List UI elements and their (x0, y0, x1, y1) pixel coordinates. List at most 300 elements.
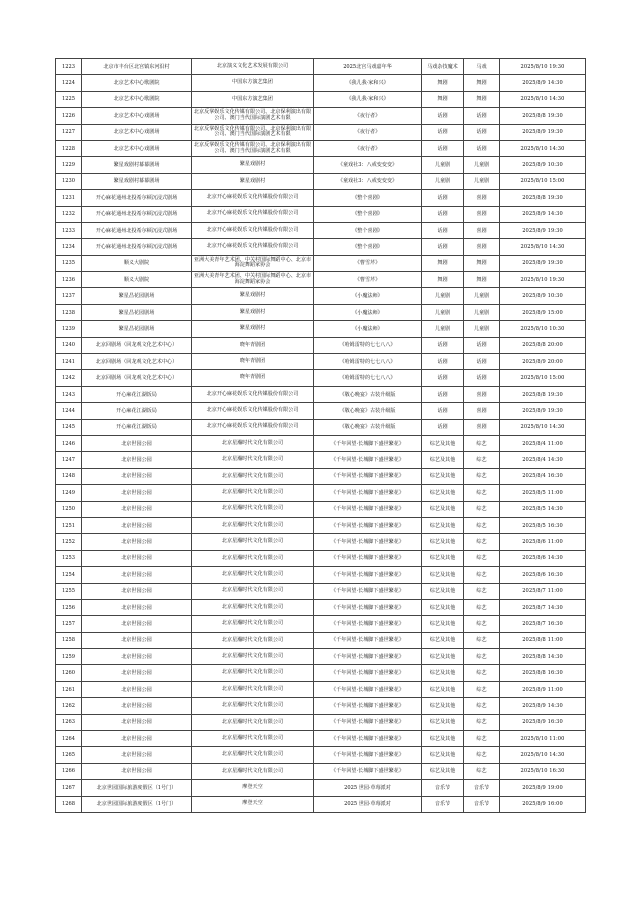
subcategory-cell: 音乐节 (464, 796, 500, 812)
show-name-cell: 《千年回望·长城脚下盛世繁花》 (314, 747, 422, 763)
row-number: 1241 (56, 354, 82, 370)
show-name-cell: 《童戏社3：八戒变变变》 (314, 173, 422, 189)
venue-cell: 北京世园公园 (82, 731, 192, 747)
document-page (55, 58, 585, 813)
organizer-cell: 北京开心麻花娱乐文化传媒股份有限公司 (192, 239, 314, 255)
table-row (56, 435, 586, 451)
category-cell: 综艺及其他 (422, 714, 464, 730)
category-cell: 话剧 (422, 108, 464, 124)
organizer-cell: 北京开心麻花娱乐文化传媒股份有限公司 (192, 190, 314, 206)
venue-cell: 北京世园公园 (82, 599, 192, 615)
row-number: 1245 (56, 419, 82, 435)
subcategory-cell: 话剧 (464, 337, 500, 353)
table-row (56, 632, 586, 648)
organizer-cell: 亚洲大美青年艺术团、中关村国际舞蹈中心、北京市海淀舞蹈家协会 (192, 255, 314, 271)
organizer-cell: 北京星瀚时代文化有限公司 (192, 501, 314, 517)
organizer-cell: 繁星戏剧村 (192, 321, 314, 337)
category-cell: 话剧 (422, 354, 464, 370)
subcategory-cell: 综艺 (464, 616, 500, 632)
subcategory-cell: 儿童剧 (464, 304, 500, 320)
show-name-cell: 《哈姆雷特的七七八八》 (314, 337, 422, 353)
show-name-cell: 《千年回望·长城脚下盛世繁花》 (314, 649, 422, 665)
show-name-cell: 《夜行者》 (314, 124, 422, 140)
venue-cell: 北京世园公园 (82, 747, 192, 763)
category-cell: 综艺及其他 (422, 665, 464, 681)
table-row (56, 403, 586, 419)
organizer-cell: 北京星瀚时代文化有限公司 (192, 747, 314, 763)
show-name-cell: 《整个喜剧》 (314, 206, 422, 222)
table-row (56, 747, 586, 763)
showtime-cell: 2025/8/6 14:30 (500, 550, 586, 566)
organizer-cell: 北京星瀚时代文化有限公司 (192, 517, 314, 533)
subcategory-cell: 综艺 (464, 550, 500, 566)
row-number: 1238 (56, 304, 82, 320)
showtime-cell: 2025/8/9 19:30 (500, 403, 586, 419)
venue-cell: 北京艺术中心戏剧场 (82, 140, 192, 156)
organizer-cell: 北京演义文化艺术发展有限公司 (192, 59, 314, 75)
row-number: 1253 (56, 550, 82, 566)
subcategory-cell: 综艺 (464, 763, 500, 779)
category-cell: 舞剧 (422, 272, 464, 288)
subcategory-cell: 儿童剧 (464, 157, 500, 173)
organizer-cell: 北京星瀚时代文化有限公司 (192, 665, 314, 681)
table-row (56, 468, 586, 484)
category-cell: 综艺及其他 (422, 599, 464, 615)
organizer-cell: 中国东方演艺集团 (192, 91, 314, 107)
venue-cell: 顺义大剧院 (82, 272, 192, 288)
show-name-cell: 《千年回望·长城脚下盛世繁花》 (314, 501, 422, 517)
row-number: 1260 (56, 665, 82, 681)
venue-cell: 繁星昌花园剧场 (82, 304, 192, 320)
organizer-cell: 北京星瀚时代文化有限公司 (192, 468, 314, 484)
venue-cell: 北京世园公园 (82, 763, 192, 779)
subcategory-cell: 话剧 (464, 108, 500, 124)
showtime-cell: 2025/8/10 15:00 (500, 370, 586, 386)
table-row (56, 157, 586, 173)
category-cell: 舞剧 (422, 75, 464, 91)
organizer-cell: 北京星瀚时代文化有限公司 (192, 452, 314, 468)
showtime-cell: 2025/8/9 15:00 (500, 304, 586, 320)
organizer-cell: 北京星瀚时代文化有限公司 (192, 550, 314, 566)
show-name-cell: 《千年回望·长城脚下盛世繁花》 (314, 632, 422, 648)
venue-cell: 北京回剧场（回龙观文化艺术中心） (82, 337, 192, 353)
show-name-cell: 《曹雪芹》 (314, 255, 422, 271)
venue-cell: 开心麻花通州北投希尔顿沉浸式剧场 (82, 190, 192, 206)
category-cell: 音乐节 (422, 780, 464, 796)
row-number: 1232 (56, 206, 82, 222)
showtime-cell: 2025/8/10 15:00 (500, 173, 586, 189)
showtime-cell: 2025/8/9 14:30 (500, 698, 586, 714)
show-name-cell: 《小魔法师》 (314, 304, 422, 320)
table-row (56, 337, 586, 353)
show-name-cell: 《夜行者》 (314, 140, 422, 156)
subcategory-cell: 喜剧 (464, 419, 500, 435)
row-number: 1228 (56, 140, 82, 156)
row-number: 1237 (56, 288, 82, 304)
venue-cell: 繁星昌花园剧场 (82, 288, 192, 304)
subcategory-cell: 话剧 (464, 354, 500, 370)
subcategory-cell: 综艺 (464, 452, 500, 468)
showtime-cell: 2025/8/10 14:30 (500, 91, 586, 107)
category-cell: 话剧 (422, 222, 464, 238)
organizer-cell: 北京星瀚时代文化有限公司 (192, 763, 314, 779)
venue-cell: 北京世园公园 (82, 649, 192, 665)
subcategory-cell: 喜剧 (464, 239, 500, 255)
showtime-cell: 2025/8/9 19:00 (500, 780, 586, 796)
category-cell: 话剧 (422, 124, 464, 140)
show-name-cell: 《我儿我·家和兴》 (314, 75, 422, 91)
showtime-cell: 2025/8/9 10:30 (500, 157, 586, 173)
table-row (56, 567, 586, 583)
subcategory-cell: 儿童剧 (464, 173, 500, 189)
table-row (56, 124, 586, 140)
table-row (56, 649, 586, 665)
table-body (56, 59, 586, 813)
show-name-cell: 《千年回望·长城脚下盛世繁花》 (314, 599, 422, 615)
row-number: 1242 (56, 370, 82, 386)
category-cell: 儿童剧 (422, 288, 464, 304)
category-cell: 舞剧 (422, 91, 464, 107)
table-row (56, 140, 586, 156)
row-number: 1236 (56, 272, 82, 288)
subcategory-cell: 综艺 (464, 665, 500, 681)
subcategory-cell: 综艺 (464, 714, 500, 730)
show-name-cell: 《整个喜剧》 (314, 239, 422, 255)
organizer-cell: 晓年青剧团 (192, 337, 314, 353)
organizer-cell: 北京星瀚时代文化有限公司 (192, 714, 314, 730)
row-number: 1225 (56, 91, 82, 107)
table-row (56, 304, 586, 320)
table-row (56, 59, 586, 75)
subcategory-cell: 喜剧 (464, 222, 500, 238)
subcategory-cell: 喜剧 (464, 386, 500, 402)
venue-cell: 北京世园公园 (82, 567, 192, 583)
show-name-cell: 《千年回望·长城脚下盛世繁花》 (314, 452, 422, 468)
row-number: 1227 (56, 124, 82, 140)
row-number: 1256 (56, 599, 82, 615)
table-row (56, 550, 586, 566)
showtime-cell: 2025/8/9 14:30 (500, 206, 586, 222)
showtime-cell: 2025/8/5 14:30 (500, 501, 586, 517)
showtime-cell: 2025/8/7 11:00 (500, 583, 586, 599)
venue-cell: 北京世园国际旅游度假区（1号门） (82, 780, 192, 796)
table-row (56, 501, 586, 517)
table-row (56, 485, 586, 501)
subcategory-cell: 舞剧 (464, 75, 500, 91)
organizer-cell: 北京开心麻花娱乐文化传媒股份有限公司 (192, 419, 314, 435)
row-number: 1267 (56, 780, 82, 796)
organizer-cell: 北京星瀚时代文化有限公司 (192, 649, 314, 665)
row-number: 1240 (56, 337, 82, 353)
table-row (56, 190, 586, 206)
table-row (56, 239, 586, 255)
subcategory-cell: 喜剧 (464, 206, 500, 222)
showtime-cell: 2025/8/10 14:30 (500, 747, 586, 763)
show-name-cell: 《千年回望·长城脚下盛世繁花》 (314, 468, 422, 484)
row-number: 1244 (56, 403, 82, 419)
showtime-cell: 2025/8/9 11:00 (500, 681, 586, 697)
table-row (56, 665, 586, 681)
showtime-cell: 2025/8/9 10:30 (500, 288, 586, 304)
show-name-cell: 《千年回望·长城脚下盛世繁花》 (314, 681, 422, 697)
showtime-cell: 2025/8/8 19:30 (500, 190, 586, 206)
show-name-cell: 《千年回望·长城脚下盛世繁花》 (314, 534, 422, 550)
venue-cell: 北京世园公园 (82, 501, 192, 517)
show-name-cell: 2025 世园·草莓派对 (314, 796, 422, 812)
showtime-cell: 2025/8/9 16:30 (500, 714, 586, 730)
row-number: 1255 (56, 583, 82, 599)
showtime-cell: 2025/8/9 16:00 (500, 796, 586, 812)
subcategory-cell: 话剧 (464, 140, 500, 156)
category-cell: 话剧 (422, 337, 464, 353)
showtime-cell: 2025/8/6 16:30 (500, 567, 586, 583)
category-cell: 儿童剧 (422, 173, 464, 189)
subcategory-cell: 话剧 (464, 370, 500, 386)
table-row (56, 75, 586, 91)
show-name-cell: 2025北宫马戏嘉年华 (314, 59, 422, 75)
show-name-cell: 《千年回望·长城脚下盛世繁花》 (314, 435, 422, 451)
category-cell: 音乐节 (422, 796, 464, 812)
table-row (56, 763, 586, 779)
row-number: 1224 (56, 75, 82, 91)
organizer-cell: 北京开心麻花娱乐文化传媒股份有限公司 (192, 403, 314, 419)
organizer-cell: 北京星瀚时代文化有限公司 (192, 567, 314, 583)
row-number: 1262 (56, 698, 82, 714)
row-number: 1261 (56, 681, 82, 697)
row-number: 1250 (56, 501, 82, 517)
row-number: 1265 (56, 747, 82, 763)
organizer-cell: 北京星瀚时代文化有限公司 (192, 599, 314, 615)
show-name-cell: 《夜行者》 (314, 108, 422, 124)
show-name-cell: 《千年回望·长城脚下盛世繁花》 (314, 517, 422, 533)
category-cell: 话剧 (422, 190, 464, 206)
venue-cell: 开心麻花江湖饭局 (82, 419, 192, 435)
show-name-cell: 《千年回望·长城脚下盛世繁花》 (314, 485, 422, 501)
category-cell: 马戏杂技魔术 (422, 59, 464, 75)
row-number: 1258 (56, 632, 82, 648)
category-cell: 综艺及其他 (422, 747, 464, 763)
organizer-cell: 北京开心麻花娱乐文化传媒股份有限公司 (192, 206, 314, 222)
subcategory-cell: 喜剧 (464, 190, 500, 206)
category-cell: 话剧 (422, 419, 464, 435)
subcategory-cell: 综艺 (464, 517, 500, 533)
organizer-cell: 繁星戏剧村 (192, 288, 314, 304)
subcategory-cell: 话剧 (464, 124, 500, 140)
subcategory-cell: 综艺 (464, 731, 500, 747)
category-cell: 话剧 (422, 206, 464, 222)
showtime-cell: 2025/8/10 19:30 (500, 59, 586, 75)
showtime-cell: 2025/8/6 11:00 (500, 534, 586, 550)
show-name-cell: 《敬心晚宴》古装升级版 (314, 403, 422, 419)
row-number: 1268 (56, 796, 82, 812)
category-cell: 综艺及其他 (422, 550, 464, 566)
subcategory-cell: 综艺 (464, 681, 500, 697)
category-cell: 综艺及其他 (422, 583, 464, 599)
subcategory-cell: 综艺 (464, 435, 500, 451)
category-cell: 综艺及其他 (422, 616, 464, 632)
category-cell: 综艺及其他 (422, 468, 464, 484)
venue-cell: 繁星昌花园剧场 (82, 321, 192, 337)
showtime-cell: 2025/8/8 16:30 (500, 665, 586, 681)
table-row (56, 517, 586, 533)
table-row (56, 321, 586, 337)
category-cell: 综艺及其他 (422, 501, 464, 517)
table-row (56, 698, 586, 714)
subcategory-cell: 马戏 (464, 59, 500, 75)
showtime-cell: 2025/8/10 14:30 (500, 419, 586, 435)
showtime-cell: 2025/8/8 20:00 (500, 337, 586, 353)
category-cell: 综艺及其他 (422, 632, 464, 648)
table-row (56, 370, 586, 386)
subcategory-cell: 综艺 (464, 632, 500, 648)
category-cell: 综艺及其他 (422, 435, 464, 451)
subcategory-cell: 喜剧 (464, 403, 500, 419)
category-cell: 综艺及其他 (422, 649, 464, 665)
showtime-cell: 2025/8/8 19:30 (500, 108, 586, 124)
organizer-cell: 晓年青剧团 (192, 370, 314, 386)
organizer-cell: 北京星瀚时代文化有限公司 (192, 632, 314, 648)
category-cell: 综艺及其他 (422, 763, 464, 779)
showtime-cell: 2025/8/10 19:30 (500, 272, 586, 288)
category-cell: 话剧 (422, 370, 464, 386)
venue-cell: 北京世园公园 (82, 698, 192, 714)
showtime-cell: 2025/8/8 19:30 (500, 386, 586, 402)
venue-cell: 开心麻花江湖饭局 (82, 386, 192, 402)
show-name-cell: 《千年回望·长城脚下盛世繁花》 (314, 714, 422, 730)
show-name-cell: 《千年回望·长城脚下盛世繁花》 (314, 583, 422, 599)
row-number: 1246 (56, 435, 82, 451)
row-number: 1263 (56, 714, 82, 730)
venue-cell: 繁星戏剧村幕幕剧场 (82, 173, 192, 189)
row-number: 1233 (56, 222, 82, 238)
table-row (56, 386, 586, 402)
subcategory-cell: 综艺 (464, 698, 500, 714)
table-row (56, 206, 586, 222)
subcategory-cell: 音乐节 (464, 780, 500, 796)
table-row (56, 222, 586, 238)
venue-cell: 北京世园公园 (82, 534, 192, 550)
subcategory-cell: 综艺 (464, 485, 500, 501)
showtime-cell: 2025/8/4 14:30 (500, 452, 586, 468)
venue-cell: 北京艺术中心歌剧院 (82, 91, 192, 107)
organizer-cell: 北京反掌娱乐文化传媒有限公司、北京保利演出有限公司、澳门当代国际演剧艺术有限 (192, 124, 314, 140)
venue-cell: 北京世园公园 (82, 468, 192, 484)
organizer-cell: 北京反掌娱乐文化传媒有限公司、北京保利演出有限公司、澳门当代国际演剧艺术有限 (192, 140, 314, 156)
showtime-cell: 2025/8/10 14:30 (500, 239, 586, 255)
venue-cell: 北京世园公园 (82, 714, 192, 730)
category-cell: 儿童剧 (422, 304, 464, 320)
row-number: 1259 (56, 649, 82, 665)
venue-cell: 北京世园公园 (82, 681, 192, 697)
venue-cell: 北京回剧场（回龙观文化艺术中心） (82, 370, 192, 386)
row-number: 1243 (56, 386, 82, 402)
row-number: 1223 (56, 59, 82, 75)
show-name-cell: 《哈姆雷特的七七八八》 (314, 354, 422, 370)
show-name-cell: 《敬心晚宴》古装升级版 (314, 386, 422, 402)
show-name-cell: 《我儿我·家和兴》 (314, 91, 422, 107)
row-number: 1247 (56, 452, 82, 468)
venue-cell: 北京世园公园 (82, 452, 192, 468)
showtime-cell: 2025/8/4 16:30 (500, 468, 586, 484)
table-row (56, 534, 586, 550)
category-cell: 综艺及其他 (422, 452, 464, 468)
category-cell: 综艺及其他 (422, 517, 464, 533)
show-name-cell: 2025 世园·草莓派对 (314, 780, 422, 796)
showtime-cell: 2025/8/10 14:30 (500, 140, 586, 156)
organizer-cell: 繁星戏剧村 (192, 304, 314, 320)
showtime-cell: 2025/8/4 11:00 (500, 435, 586, 451)
show-name-cell: 《整个喜剧》 (314, 190, 422, 206)
subcategory-cell: 儿童剧 (464, 321, 500, 337)
subcategory-cell: 综艺 (464, 534, 500, 550)
showtime-cell: 2025/8/10 10:30 (500, 321, 586, 337)
row-number: 1235 (56, 255, 82, 271)
show-name-cell: 《千年回望·长城脚下盛世繁花》 (314, 616, 422, 632)
showtime-cell: 2025/8/9 19:30 (500, 255, 586, 271)
row-number: 1251 (56, 517, 82, 533)
category-cell: 儿童剧 (422, 321, 464, 337)
organizer-cell: 晓年青剧团 (192, 354, 314, 370)
category-cell: 儿童剧 (422, 157, 464, 173)
venue-cell: 开心麻花通州北投希尔顿沉浸式剧场 (82, 206, 192, 222)
show-name-cell: 《千年回望·长城脚下盛世繁花》 (314, 763, 422, 779)
row-number: 1248 (56, 468, 82, 484)
category-cell: 舞剧 (422, 255, 464, 271)
venue-cell: 北京世园公园 (82, 665, 192, 681)
subcategory-cell: 综艺 (464, 747, 500, 763)
venue-cell: 北京世园公园 (82, 583, 192, 599)
organizer-cell: 亚洲大美青年艺术团、中关村国际舞蹈中心、北京市海淀舞蹈家协会 (192, 272, 314, 288)
organizer-cell: 北京星瀚时代文化有限公司 (192, 485, 314, 501)
venue-cell: 北京世园公园 (82, 435, 192, 451)
row-number: 1231 (56, 190, 82, 206)
showtime-cell: 2025/8/7 16:30 (500, 616, 586, 632)
organizer-cell: 北京星瀚时代文化有限公司 (192, 616, 314, 632)
venue-cell: 北京世园公园 (82, 550, 192, 566)
subcategory-cell: 儿童剧 (464, 288, 500, 304)
category-cell: 综艺及其他 (422, 681, 464, 697)
organizer-cell: 繁星戏剧村 (192, 157, 314, 173)
category-cell: 综艺及其他 (422, 534, 464, 550)
organizer-cell: 北京星瀚时代文化有限公司 (192, 731, 314, 747)
organizer-cell: 北京星瀚时代文化有限公司 (192, 435, 314, 451)
venue-cell: 北京世园公园 (82, 517, 192, 533)
show-name-cell: 《哈姆雷特的七七八八》 (314, 370, 422, 386)
row-number: 1234 (56, 239, 82, 255)
subcategory-cell: 综艺 (464, 468, 500, 484)
show-name-cell: 《千年回望·长城脚下盛世繁花》 (314, 665, 422, 681)
category-cell: 话剧 (422, 239, 464, 255)
row-number: 1230 (56, 173, 82, 189)
category-cell: 话剧 (422, 386, 464, 402)
show-name-cell: 《千年回望·长城脚下盛世繁花》 (314, 567, 422, 583)
table-row (56, 419, 586, 435)
table-row (56, 616, 586, 632)
category-cell: 综艺及其他 (422, 698, 464, 714)
table-row (56, 599, 586, 615)
showtime-cell: 2025/8/5 11:00 (500, 485, 586, 501)
category-cell: 综艺及其他 (422, 485, 464, 501)
organizer-cell: 繁星戏剧村 (192, 173, 314, 189)
show-name-cell: 《千年回望·长城脚下盛世繁花》 (314, 698, 422, 714)
show-name-cell: 《小魔法师》 (314, 321, 422, 337)
table-row (56, 796, 586, 812)
row-number: 1226 (56, 108, 82, 124)
row-number: 1257 (56, 616, 82, 632)
showtime-cell: 2025/8/8 11:00 (500, 632, 586, 648)
show-name-cell: 《小魔法师》 (314, 288, 422, 304)
subcategory-cell: 综艺 (464, 649, 500, 665)
